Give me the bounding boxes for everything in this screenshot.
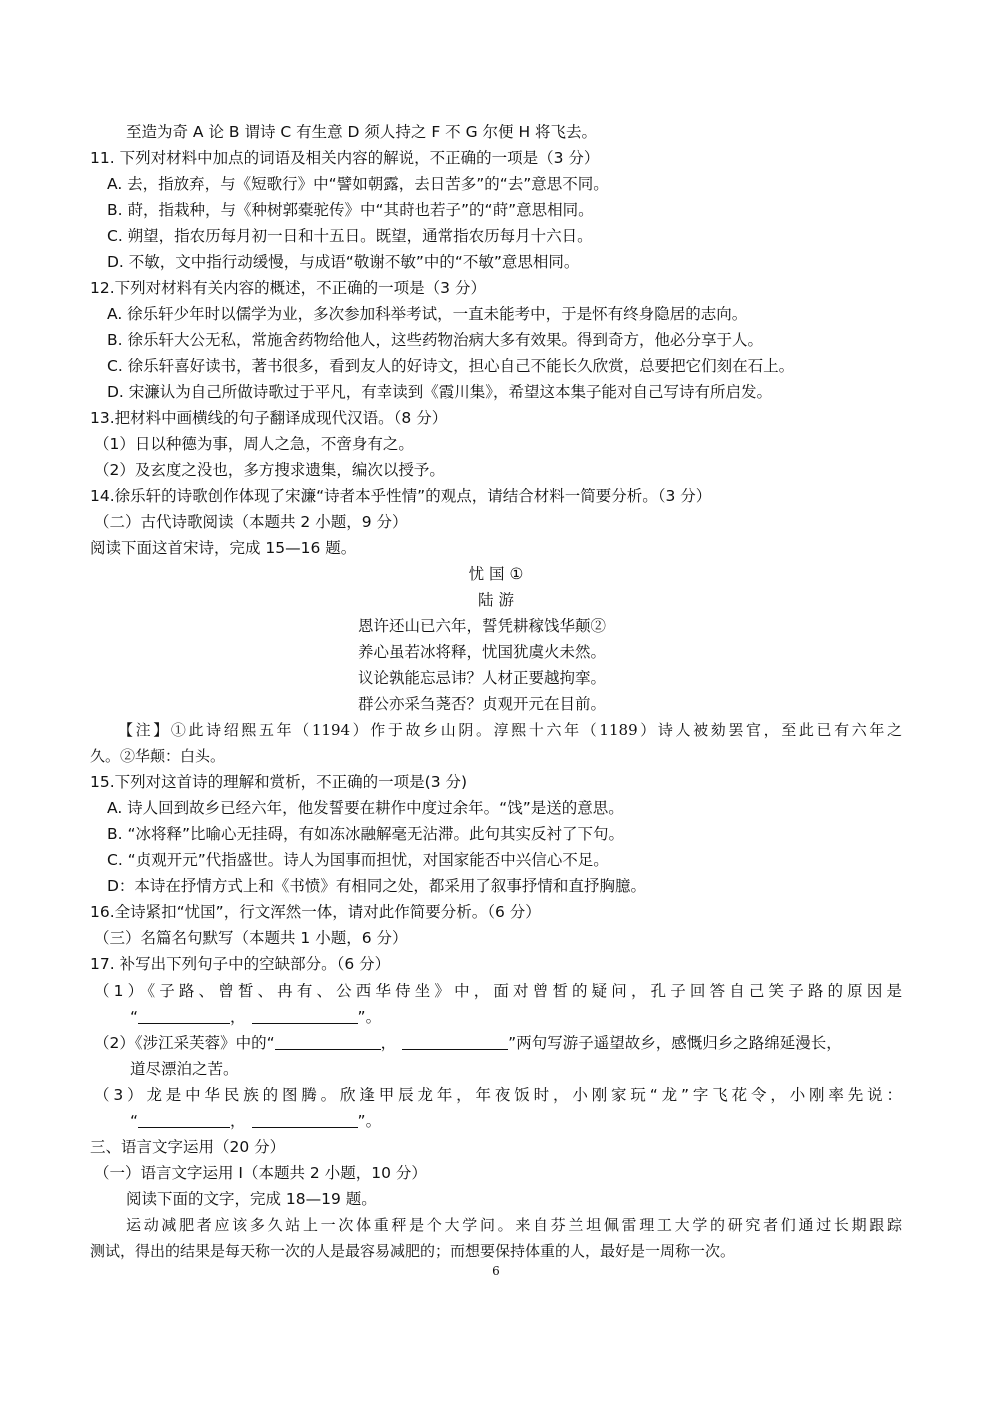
part3-subtitle: （一）语言文字运用 I（本题共 2 小题，10 分） (94, 1164, 427, 1182)
q17-item-2-after: ”两句写游子遥望故乡，感慨归乡之路绵延漫长， (508, 1034, 842, 1052)
q17-item-2 (94, 1032, 842, 1054)
q15-option-c: C. “贞观开元”代指盛世。诗人为国事而担忧，对国家能否中兴信心不足。 (107, 851, 609, 869)
blank-5[interactable] (138, 1111, 230, 1128)
q12-option-d: D. 宋濂认为自己所做诗歌过于平凡，有幸读到《霞川集》，希望这本集子能对自己写诗有所启发。 (107, 383, 773, 401)
part3-title: 三、语言文字运用（20 分） (90, 1138, 286, 1156)
blank-3[interactable] (275, 1033, 381, 1050)
blank-6[interactable] (252, 1111, 358, 1128)
q15-option-d: D：本诗在抒情方式上和《书愤》有相同之处，都采用了叙事抒情和直抒胸臆。 (107, 877, 646, 895)
comma: ， (380, 1034, 397, 1052)
comma: ， (230, 1112, 246, 1130)
q10-option-line: 至造为奇 A 论 B 谓诗 C 有生意 D 须人持之 F 不 G 尔便 H 将飞去。 (126, 123, 598, 141)
q13-sentence-1: （1）日以种德为事，周人之急，不啻身有之。 (94, 435, 414, 453)
poem-note-line-1: 【注】①此诗绍熙五年（1194）作于故乡山阴。淳熙十六年（1189）诗人被劾罢官，至此已有六年之 (118, 721, 902, 739)
q12-option-b: B. 徐乐轩大公无私，常施舍药物给他人，这些药物治病大多有效果。得到奇方，他必分享于人。 (107, 331, 763, 349)
section2-intro: 阅读下面这首宋诗，完成 15—16 题。 (90, 539, 357, 557)
passage-line-2: 测试，得出的结果是每天称一次的人是最容易减肥的；而想要保持体重的人，最好是一周称一次。 (90, 1242, 736, 1260)
q12-option-a: A. 徐乐轩少年时以儒学为业，多次参加科举考试，一直未能考中，于是怀有终身隐居的志向。 (107, 305, 748, 323)
q17-item-3-blanks (130, 1110, 381, 1132)
q16-stem: 16.全诗紧扣“忧国”，行文浑然一体，请对此作简要分析。（6 分） (90, 903, 541, 921)
q11-stem: 11. 下列对材料中加点的词语及相关内容的解说，不正确的一项是（3 分） (90, 149, 600, 167)
q15-option-b: B. “冰将释”比喻心无挂碍，有如冻冰融解毫无沾滞。此句其实反衬了下句。 (107, 825, 625, 843)
q11-option-d: D. 不敏，文中指行动缓慢，与成语“敬谢不敏”中的“不敏”意思相同。 (107, 253, 580, 271)
q17-item-1-blanks (130, 1006, 381, 1028)
close-quote: ”。 (357, 1008, 382, 1026)
q11-option-c: C. 朔望，指农历每月初一日和十五日。既望，通常指农历每月十六日。 (107, 227, 593, 245)
poem-line-1: 恩许还山已六年，誓凭耕稼饯华颠② (358, 617, 607, 635)
blank-1[interactable] (138, 1007, 230, 1024)
q11-option-b: B. 莳，指栽种，与《种树郭橐驼传》中“其莳也若子”的“莳”意思相同。 (107, 201, 594, 219)
q12-option-c: C. 徐乐轩喜好读书，著书很多，看到友人的好诗文，担心自己不能长久欣赏，总要把它们刻在石上。 (107, 357, 795, 375)
q17-item-2-before: （2）《涉江采芙蓉》中的“ (94, 1034, 275, 1052)
blank-2[interactable] (252, 1007, 358, 1024)
poem-line-2: 养心虽若冰将释，忧国犹虞火未然。 (358, 643, 607, 661)
open-quote: “ (130, 1112, 139, 1130)
q15-stem: 15.下列对这首诗的理解和赏析，不正确的一项是(3 分) (90, 773, 468, 791)
poem-note-line-2: 久。②华颠：白头。 (90, 747, 226, 765)
part3-intro: 阅读下面的文字，完成 18—19 题。 (126, 1190, 377, 1208)
open-quote: “ (130, 1008, 139, 1026)
q17-item-1: （1）《子路、曾皙、冉有、公西华侍坐》中，面对曾皙的疑问，孔子回答自己笑子路的原因是 (94, 982, 902, 1000)
q14-stem: 14.徐乐轩的诗歌创作体现了宋濂“诗者本乎性情”的观点，请结合材料一简要分析。（3 分） (90, 487, 712, 505)
close-quote: ”。 (357, 1112, 382, 1130)
q12-stem: 12.下列对材料有关内容的概述，不正确的一项是（3 分） (90, 279, 486, 297)
page-number: 6 (492, 1264, 500, 1278)
poem-line-4: 群公亦采刍荛否？贞观开元在目前。 (358, 695, 607, 713)
q13-sentence-2: （2）及玄度之没也，多方搜求遗集，编次以授予。 (94, 461, 445, 479)
section3-title: （三）名篇名句默写（本题共 1 小题，6 分） (94, 929, 408, 947)
poem-line-3: 议论孰能忘忌讳？人材正要越拘挛。 (358, 669, 607, 687)
poem-author: 陆 游 (478, 591, 514, 609)
q17-stem: 17. 补写出下列句子中的空缺部分。（6 分） (90, 955, 391, 973)
q17-item-3: （3）龙是中华民族的图腾。欣逢甲辰龙年，年夜饭时，小刚家玩“龙”字飞花令，小刚率先说： (94, 1086, 902, 1104)
blank-4[interactable] (402, 1033, 508, 1050)
q15-option-a: A. 诗人回到故乡已经六年，他发誓要在耕作中度过余年。“饯”是送的意思。 (107, 799, 624, 817)
comma: ， (230, 1008, 246, 1026)
q13-stem: 13.把材料中画横线的句子翻译成现代汉语。（8 分） (90, 409, 448, 427)
q17-item-2-line-2: 道尽漂泊之苦。 (130, 1060, 239, 1078)
q11-option-a: A. 去，指放弃，与《短歌行》中“譬如朝露，去日苦多”的“去”意思不同。 (107, 175, 609, 193)
poem-title: 忧 国 ① (468, 565, 524, 583)
section2-title: （二）古代诗歌阅读（本题共 2 小题，9 分） (94, 513, 408, 531)
passage-line-1: 运动减肥者应该多久站上一次体重秤是个大学问。来自芬兰坦佩雷理工大学的研究者们通过长期跟踪 (126, 1216, 902, 1234)
